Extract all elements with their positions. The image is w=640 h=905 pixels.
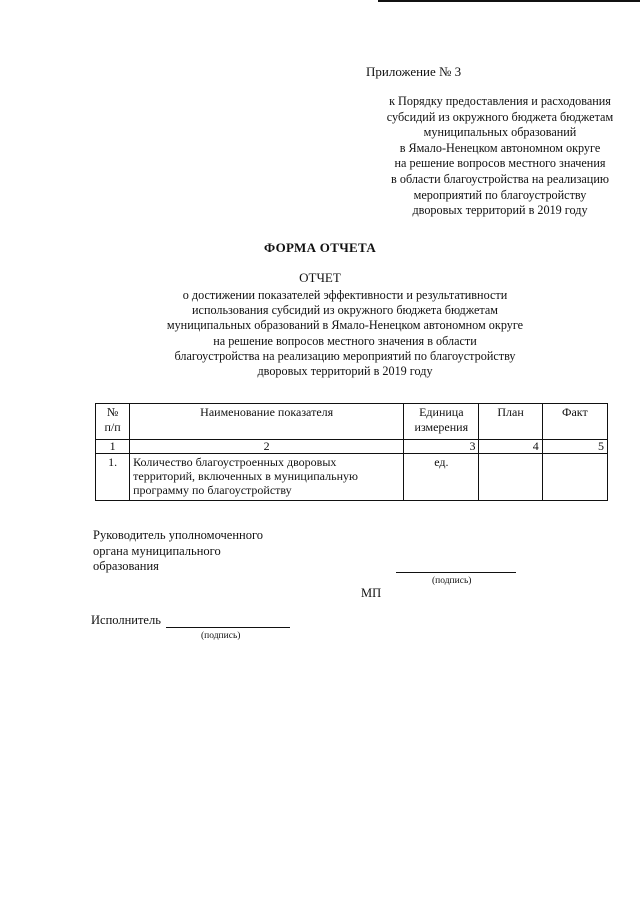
- executor-label: Исполнитель: [91, 613, 161, 627]
- header-num-label: п/п: [104, 420, 121, 434]
- appendix-line: дворовых территорий в 2019 году: [412, 203, 588, 218]
- report-line: на решение вопросов местного значения в области: [213, 333, 477, 348]
- head-label-line: образования: [93, 559, 159, 573]
- row-plan: [479, 454, 542, 501]
- head-signature-label: [93, 528, 263, 575]
- indicators-table: [95, 403, 608, 501]
- appendix-line: в Ямало-Ненецком автономном округе: [399, 140, 601, 155]
- head-signature-caption: (подпись): [432, 576, 472, 586]
- table-index-row: [96, 440, 608, 454]
- report-line: о достижении показателей эффективности и результативности: [182, 288, 508, 302]
- header-unit-line: Единица: [419, 405, 464, 419]
- index-cell: 3: [404, 440, 479, 454]
- appendix-line: на решение вопросов местного значения: [394, 156, 606, 171]
- row-indicator-name: Количество благоустроенных дворовых территорий, включенных в муниципальную программу по благоустройству: [130, 454, 404, 501]
- report-title: ОТЧЕТ: [299, 270, 341, 285]
- row-unit: ед.: [404, 454, 479, 501]
- header-unit-line: измерения: [414, 420, 469, 434]
- header-name: Наименование показателя: [130, 404, 404, 440]
- executor-signature-caption: (подпись): [201, 631, 241, 641]
- report-line: использования субсидий из окружного бюджета бюджетам: [192, 303, 498, 318]
- report-line: дворовых территорий в 2019 году: [257, 364, 433, 379]
- index-cell: 1: [96, 440, 130, 454]
- stamp-place: МП: [361, 586, 382, 600]
- header-fact: Факт: [542, 404, 607, 440]
- top-border-line: [378, 0, 640, 2]
- appendix-title: Приложение № 3: [366, 64, 462, 79]
- form-title: ФОРМА ОТЧЕТА: [263, 240, 377, 255]
- report-line: муниципальных образований в Ямало-Ненецком автономном округе: [166, 318, 524, 333]
- appendix-text: [360, 94, 640, 219]
- header-unit: [404, 404, 479, 440]
- row-fact: [542, 454, 607, 501]
- executor-signature-line: [166, 627, 290, 628]
- header-num-symbol: №: [106, 405, 119, 419]
- head-label-line: органа муниципального: [93, 543, 221, 558]
- index-cell: 4: [479, 440, 542, 454]
- report-line: благоустройства на реализацию мероприятий по благоустройству: [174, 348, 516, 363]
- header-num: [96, 404, 130, 440]
- head-signature-line: [396, 572, 516, 573]
- index-cell: 5: [542, 440, 607, 454]
- index-cell: 2: [130, 440, 404, 454]
- row-num: 1.: [96, 454, 130, 501]
- head-label-line: Руководитель уполномоченного: [93, 528, 264, 542]
- appendix-line: муниципальных образований: [423, 125, 577, 140]
- table-row: [96, 454, 608, 501]
- report-subtitle: [0, 288, 640, 379]
- appendix-line: в области благоустройства на реализацию: [391, 171, 609, 186]
- table-header-row: [96, 404, 608, 440]
- appendix-line: к Порядку предоставления и расходования: [389, 94, 611, 108]
- appendix-line: мероприятий по благоустройству: [413, 187, 587, 202]
- header-plan: План: [479, 404, 542, 440]
- appendix-line: субсидий из окружного бюджета бюджетам: [386, 109, 614, 124]
